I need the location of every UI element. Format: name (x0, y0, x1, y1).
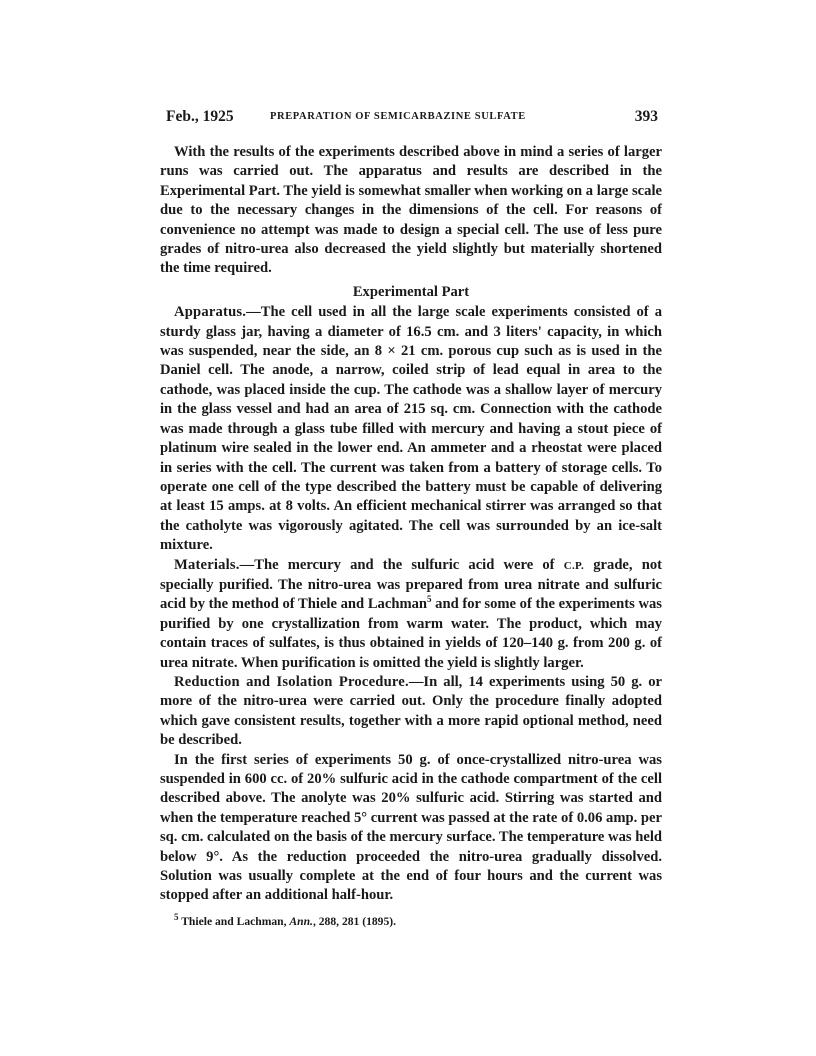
apparatus-label: Apparatus. (174, 304, 247, 321)
reduction-label: Reduction and Isolation Procedure. (174, 673, 409, 690)
apparatus-paragraph (160, 303, 662, 555)
materials-text-3: and for some of the experiments was purified by one crystallization from warm water. The product, which may contain traces of sulfates, is thus obtained in yields of 120–140 g. from 200 g. of urea nitrate. When purification is omitted the yield is slightly larger. (160, 596, 662, 671)
footnote-reference: 5 (427, 594, 432, 605)
running-title: PREPARATION OF SEMICARBAZINE SULFATE (270, 111, 526, 122)
footnote-journal: Ann. (289, 914, 313, 928)
footnote-mark: 5 (174, 911, 179, 922)
materials-text-2: grade, not specially purified. The nitro-urea was prepared from urea nitrate and sulfuric acid by the method of Thiele and Lachman (160, 556, 662, 613)
materials-text-1: —The mercury and the sulfuric acid were of (239, 556, 564, 573)
footnote (160, 912, 662, 931)
section-heading: Experimental Part (352, 283, 470, 300)
reduction-paragraph (160, 673, 662, 751)
materials-paragraph (160, 556, 662, 673)
grade-abbreviation: C.P. (563, 559, 585, 572)
issue-date: Feb., 1925 (166, 108, 234, 125)
intro-paragraph: With the results of the experiments described above in mind a series of larger runs was carried out. The apparatus and results are described in the Experimental Part. The yield is somewhat smaller when working on a large scale due to the necessary changes in the dimensions of the cell. For reasons of convenience no attempt was made to design a special cell. The use of less pure grades of nitro-urea also decreased the yield slightly but materially shortened the time required. (160, 144, 662, 277)
running-head (160, 104, 662, 130)
first-series-paragraph: In the first series of experiments 50 g. of once-crystallized nitro-urea was suspended in 600 cc. of 20% sulfuric acid in the cathode compartment of the cell described above. The anolyte was 20% sulfuric acid. Stirring was started and when the temperature reached 5° current was passed at the rate of 0.06 amp. per sq. cm. calculated on the basis of the mercury surface. The temperature was held below 9°. As the reduction proceeded the nitro-urea gradually dissolved. Solution was usually complete at the end of four hours and the current was stopped after an additional half-hour. (160, 751, 662, 904)
apparatus-text: —The cell used in all the large scale experiments consisted of a sturdy glass jar, having a diameter of 16.5 cm. and 3 liters' capacity, in which was suspended, near the side, an 8 × 21 cm. porous cup such as is used in the Daniel cell. The anode, a narrow, coiled strip of lead equal in area to the cathode, was placed inside the cup. The cathode was a shallow layer of mercury in the glass vessel and had an area of 215 sq. cm. Connection with the cathode was made through a glass tube filled with mercury and having a stout piece of platinum wire sealed in the lower end. An ammeter and a rheostat were placed in series with the cell. The current was taken from a battery of storage cells. To operate one cell of the type described the battery must be capable of delivering at least 15 amps. at 8 volts. An efficient mechanical stirrer was arranged so that the catholyte was vigorously agitated. The cell was surrounded by an ice-salt mixture. (160, 304, 662, 554)
article-body (160, 143, 662, 931)
reduction-text: —In all, 14 experiments using 50 g. or more of the nitro-urea were carried out. Only the procedure finally adopted which gave consistent results, together with a more rapid optional method, need be described. (160, 673, 662, 749)
footnote-authors: Thiele and Lachman, (178, 914, 290, 928)
page-number: 393 (634, 108, 658, 125)
footnote-citation: , 288, 281 (1895). (312, 914, 397, 928)
materials-label: Materials. (174, 556, 240, 573)
journal-page (160, 104, 662, 931)
